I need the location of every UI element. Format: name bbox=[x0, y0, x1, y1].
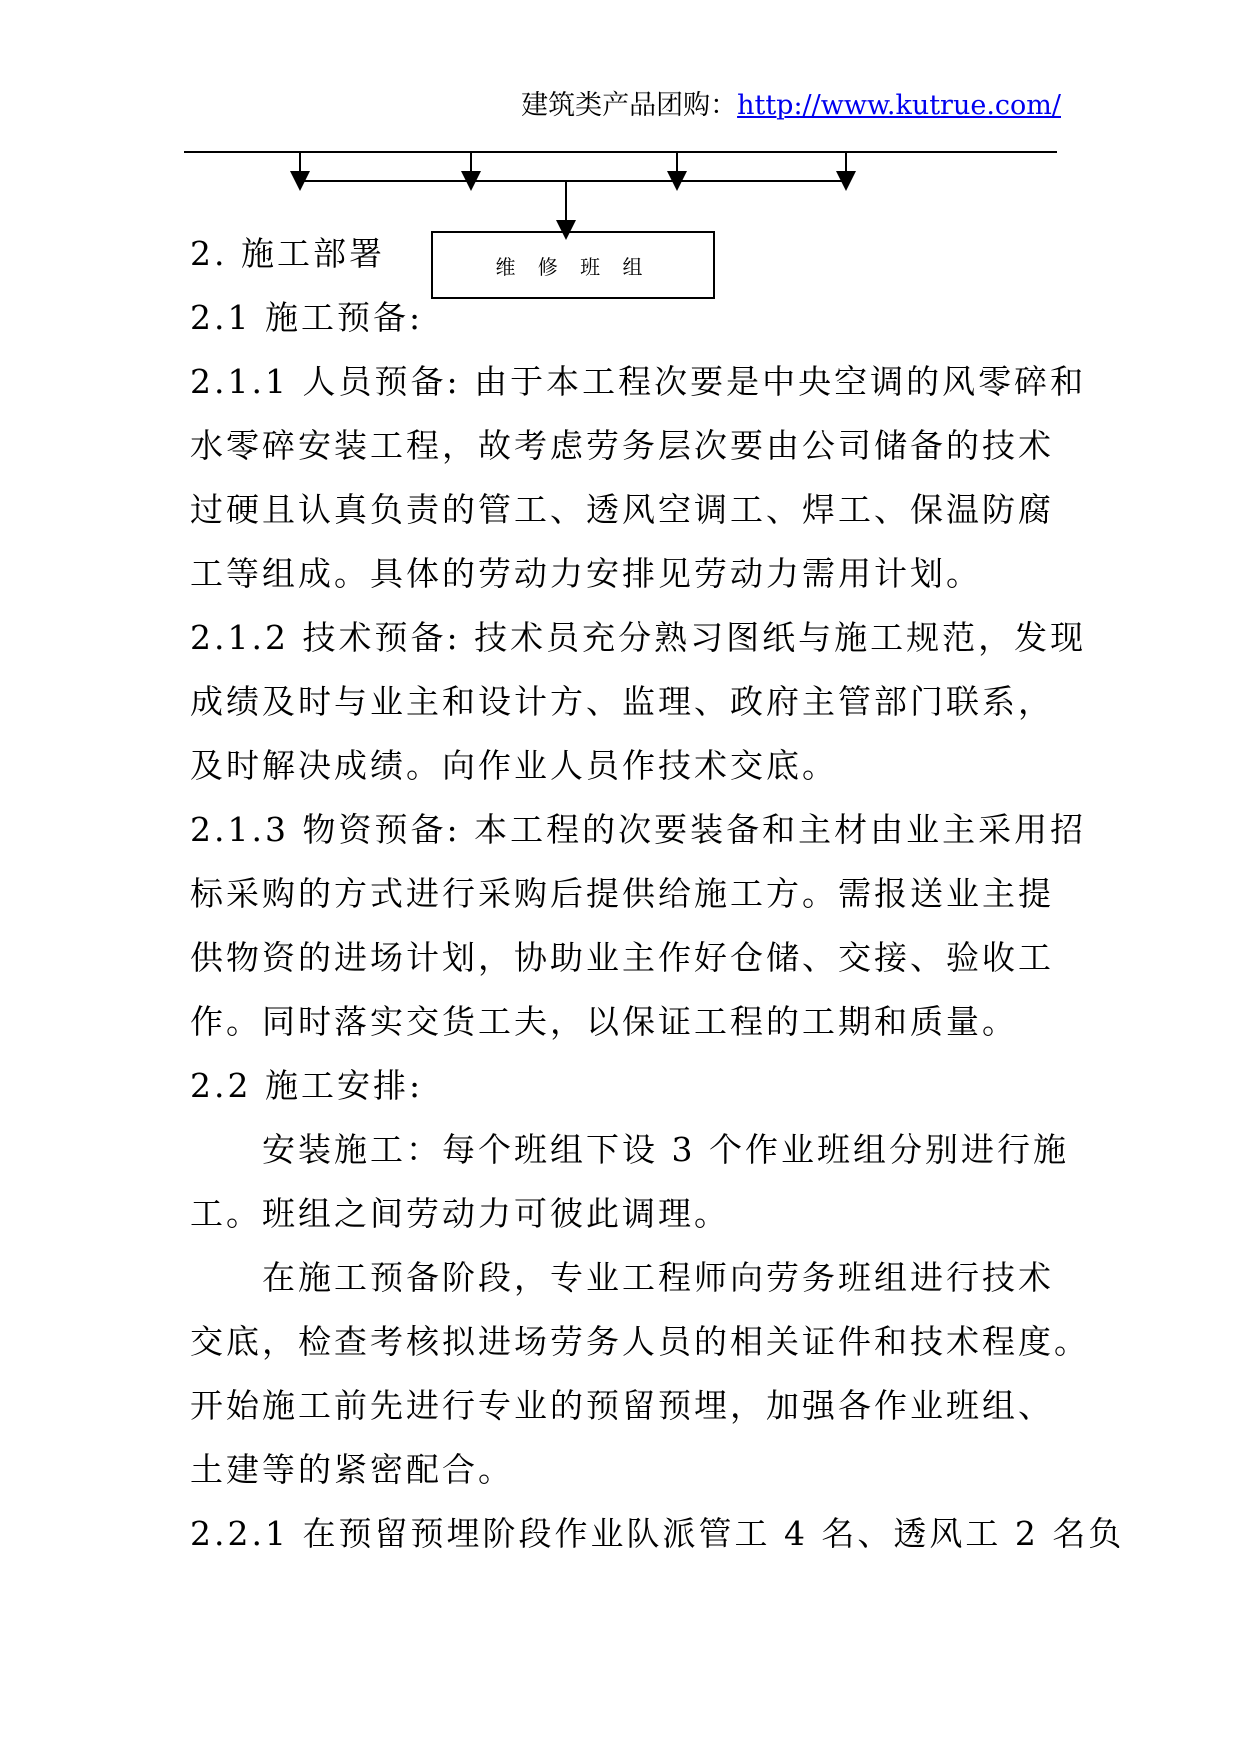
line-6: 2.1.2 技术预备: 技术员充分熟习图纸与施工规范，发现 bbox=[190, 618, 1087, 657]
line-19: 土建等的紧密配合。 bbox=[190, 1450, 514, 1489]
line-1: 2.1 施工预备: bbox=[190, 298, 424, 337]
line-11: 供物资的进场计划，协助业主作好仓储、交接、验收工 bbox=[190, 938, 1054, 977]
header-label: 建筑类产品团购： bbox=[521, 90, 738, 121]
maintenance-team-label: 维 修 班 组 bbox=[495, 254, 651, 279]
line-13: 2.2 施工安排: bbox=[190, 1066, 424, 1105]
header-link[interactable]: http://www.kutrue.com/ bbox=[737, 90, 1061, 121]
line-3: 水零碎安装工程，故考虑劳务层次要由公司储备的技术 bbox=[190, 426, 1054, 465]
line-7: 成绩及时与业主和设计方、监理、政府主管部门联系， bbox=[190, 682, 1054, 721]
line-15: 工。班组之间劳动力可彼此调理。 bbox=[190, 1194, 730, 1233]
line-2: 2.1.1 人员预备: 由于本工程次要是中央空调的风零碎和 bbox=[190, 362, 1087, 401]
line-4: 过硬且认真负责的管工、透风空调工、焊工、保温防腐 bbox=[190, 490, 1054, 529]
line-20: 2.2.1 在预留预埋阶段作业队派管工 4 名、透风工 2 名负 bbox=[190, 1514, 1125, 1553]
line-5: 工等组成。具体的劳动力安排见劳动力需用计划。 bbox=[190, 554, 982, 593]
line-18: 开始施工前先进行专业的预留预埋，加强各作业班组、 bbox=[190, 1386, 1054, 1425]
line-8: 及时解决成绩。向作业人员作技术交底。 bbox=[190, 746, 838, 785]
line-9: 2.1.3 物资预备: 本工程的次要装备和主材由业主采用招 bbox=[190, 810, 1087, 849]
line-16: 在施工预备阶段，专业工程师向劳务班组进行技术 bbox=[262, 1258, 1054, 1297]
line-10: 标采购的方式进行采购后提供给施工方。需报送业主提 bbox=[190, 874, 1054, 913]
line-12: 作。同时落实交货工夫，以保证工程的工期和质量。 bbox=[190, 1002, 1018, 1041]
line-14: 安装施工：每个班组下设 3 个作业班组分别进行施 bbox=[262, 1130, 1069, 1169]
line-17: 交底，检查考核拟进场劳务人员的相关证件和技术程度。 bbox=[190, 1322, 1090, 1361]
section-title: 2. 施工部署 bbox=[190, 234, 385, 273]
